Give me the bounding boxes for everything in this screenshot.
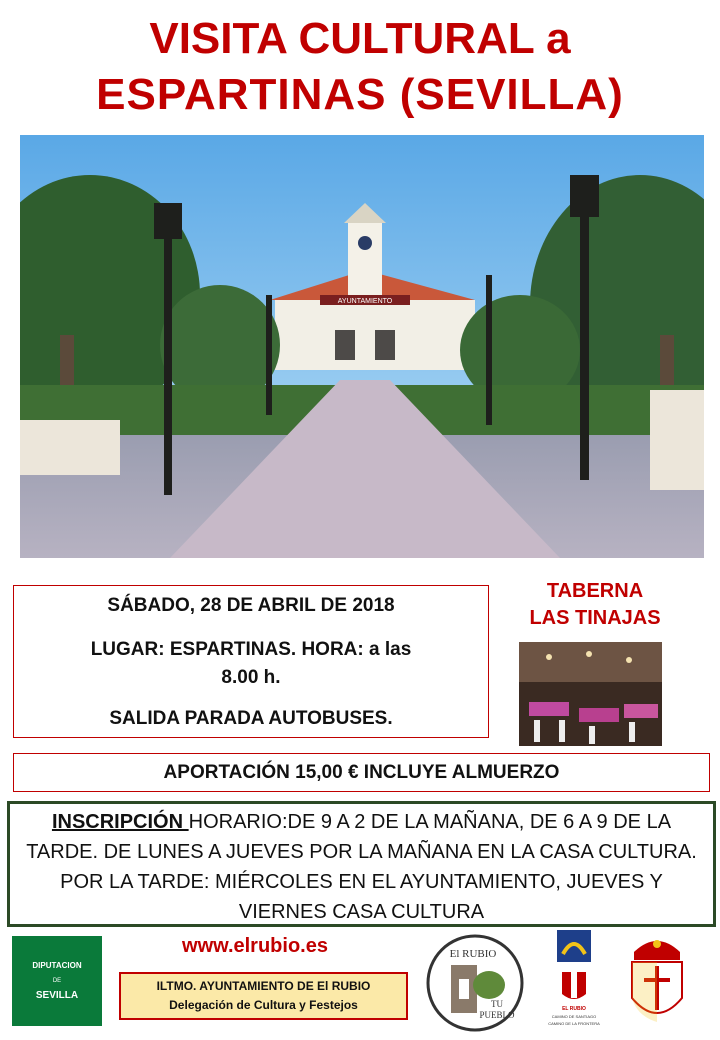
svg-text:PUEBLO: PUEBLO	[479, 1010, 515, 1020]
inscription-text: HORARIO:DE 9 A 2 DE LA MAÑANA, DE 6 A 9 DE LA TARDE. DE LUNES A JUEVES POR LA MAÑANA EN LA CASA CULTURA. POR LA TARDE: MIÉRCOLES EN EL AYUNTAMIENTO, JUEVES Y VIERNES CASA CULTURA	[26, 811, 697, 923]
poster-title-line2: ESPARTINAS (SEVILLA)	[96, 70, 624, 119]
event-place-time	[24, 636, 478, 692]
taberna-photo	[519, 642, 662, 746]
event-date: SÁBADO, 28 DE ABRIL DE 2018	[107, 595, 395, 616]
taberna-heading	[510, 578, 680, 632]
el-rubio-coat-of-arms	[624, 932, 690, 1032]
town-hall-photo	[20, 135, 704, 558]
ayuntamiento-sign: AYUNTAMIENTO	[337, 298, 393, 305]
event-departure: SALIDA PARADA AUTOBUSES.	[109, 708, 393, 729]
svg-text:CAMINO DE SANTIAGO: CAMINO DE SANTIAGO	[551, 1014, 597, 1019]
ayuntamiento-line1: ILTMO. AYUNTAMIENTO DE El RUBIO	[156, 979, 371, 993]
el-rubio-tu-pueblo-logo	[425, 933, 525, 1033]
svg-text:DIPUTACION: DIPUTACION	[32, 961, 82, 970]
poster-title-line1: VISITA CULTURAL a	[149, 14, 571, 63]
ayuntamiento-line2: Delegación de Cultura y Festejos	[169, 998, 358, 1012]
event-place-line1: LUGAR: ESPARTINAS. HORA: a las	[90, 639, 412, 660]
svg-text:EL RUBIO: EL RUBIO	[562, 1006, 586, 1012]
svg-text:DE: DE	[52, 978, 62, 984]
website-link[interactable]: www.elrubio.es	[182, 935, 328, 957]
inscription-box	[7, 801, 716, 927]
svg-text:SEVILLA: SEVILLA	[35, 990, 79, 1001]
svg-text:TU: TU	[491, 999, 503, 1009]
event-details-box	[13, 585, 489, 738]
diputacion-sevilla-logo	[12, 936, 102, 1026]
svg-text:CAMINO DE LA FRONTERA: CAMINO DE LA FRONTERA	[548, 1021, 600, 1026]
taberna-line1: TABERNA	[546, 580, 644, 602]
camino-de-santiago-logo	[545, 928, 603, 1033]
svg-text:El RUBIO: El RUBIO	[449, 948, 497, 960]
contribution-box: APORTACIÓN 15,00 € INCLUYE ALMUERZO	[13, 753, 710, 792]
ayuntamiento-box	[119, 972, 408, 1020]
taberna-line2: LAS TINAJAS	[529, 607, 661, 629]
event-place-line2: 8.00 h.	[221, 667, 281, 688]
inscription-label: INSCRIPCIÓN	[51, 811, 189, 833]
